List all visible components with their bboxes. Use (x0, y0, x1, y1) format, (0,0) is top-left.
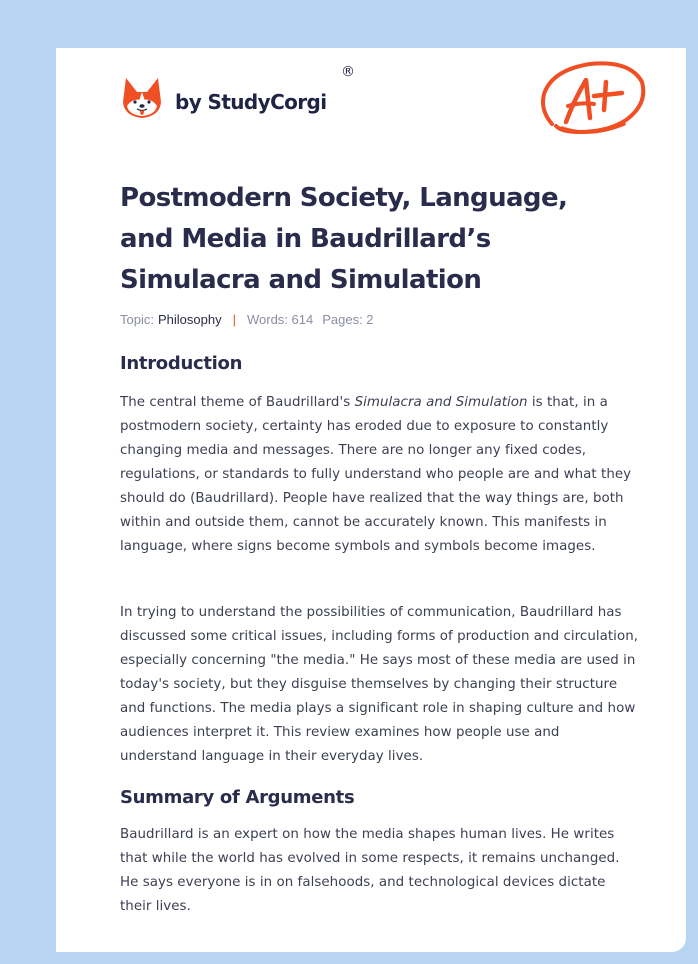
title-line: and Media in Baudrillard’s (120, 224, 491, 254)
paragraph: In trying to understand the possibilities of communication, Baudrillard has discussed some critical issues, including forms of production and circulation, especially concerning "the media." He says most of these media are used in today's society, but they disguise themselves by changing their structure and functions. The media plays a significant role in shaping culture and how audiences interpret it. This review examines how people use and understand language in their everyday lives. (120, 605, 639, 764)
title-line: Simulacra and Simulation (120, 265, 482, 295)
page-count: Pages: 2 (322, 312, 374, 327)
title-line: Postmodern Society, Language, (120, 183, 568, 213)
corgi-logo-icon (122, 76, 162, 120)
registered-mark: ® (341, 64, 355, 80)
paragraph: The central theme of Baudrillard's Simulacra and Simulation is that, in a postmodern society, certainty has eroded due to exposure to constantly changing media and messages. There are no longer any fixed codes, regulations, or standards to fully understand who people are and what they should do (Baudrillard). People have realized that the way things are, both within and outside them, cannot be accurately known. This manifests in language, where signs become symbols and symbols become images. (120, 395, 632, 554)
topic-label: Topic: (120, 312, 154, 327)
section-heading-summary-of-arguments: Summary of Arguments (120, 787, 355, 808)
section-heading-introduction: Introduction (120, 353, 243, 374)
studycorgi-logo[interactable] (122, 76, 327, 120)
a-plus-grade-icon (538, 60, 648, 140)
document-title (120, 178, 620, 301)
word-count: Words: 614 (246, 312, 314, 327)
document-card (56, 48, 686, 952)
meta-separator: | (232, 312, 236, 327)
topic-link[interactable]: Philosophy (157, 312, 222, 327)
document-meta (120, 312, 374, 327)
brand-name: by StudyCorgi (175, 90, 327, 114)
paragraph: Baudrillard is an expert on how the media shapes human lives. He writes that while the world has evolved in some respects, it remains unchanged. He says everyone is in on falsehoods, and technological devices dictate their lives. (120, 827, 620, 914)
book-title: Simulacra and Simulation (354, 395, 528, 410)
